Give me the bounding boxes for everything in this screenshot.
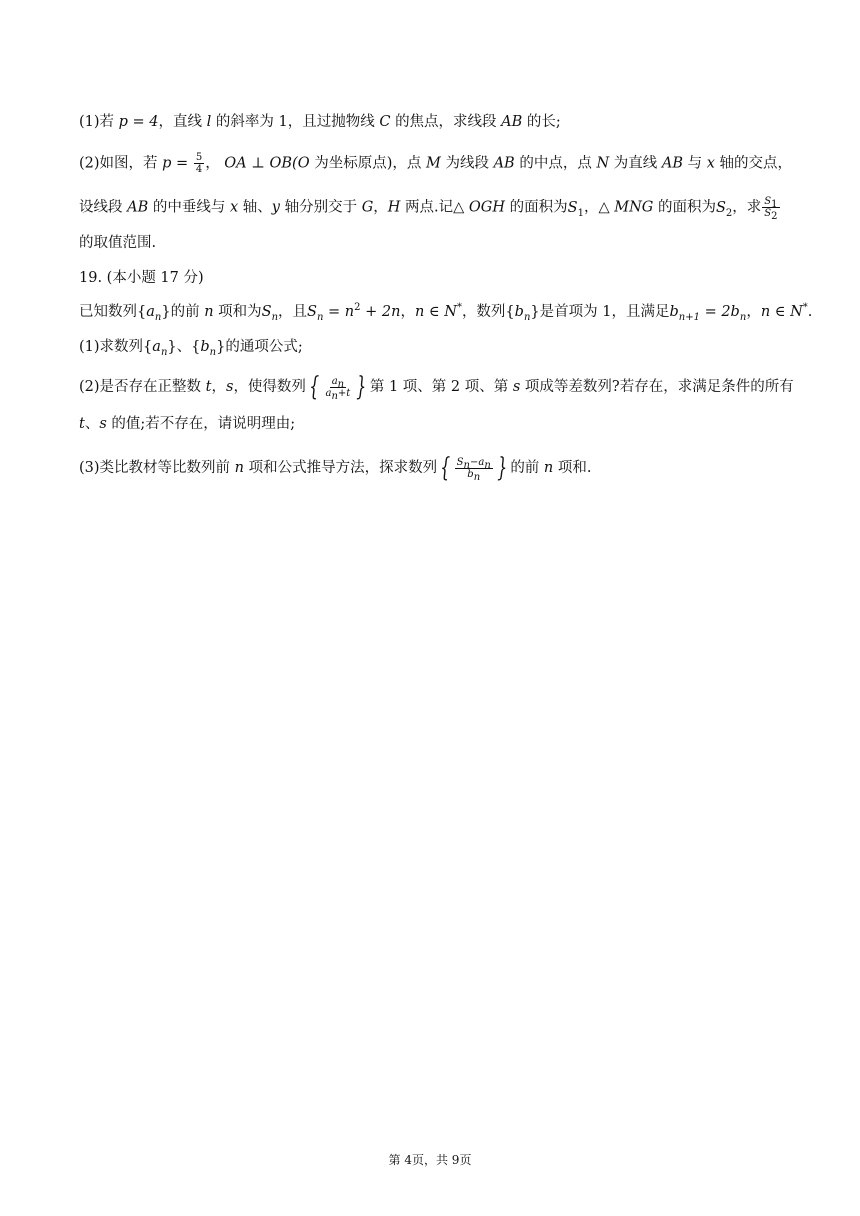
math-S2 [715,199,733,219]
symbol: S [307,304,317,320]
symbol: b [669,304,679,320]
text: ， [205,155,220,172]
text: 的中垂线与 [152,199,226,216]
text: 轴、 [242,199,272,216]
math: t [205,379,212,395]
fraction [323,375,352,402]
symbol: S [567,199,578,216]
math-bn [200,339,217,358]
symbol: S [456,456,464,468]
fraction-5-4 [194,152,204,175]
math-n-in-N-2 [761,304,808,320]
math: C [379,114,391,130]
symbol: b [467,468,474,480]
math: AB [661,155,683,172]
math: M [426,155,441,172]
math-S1 [567,199,584,219]
subscript: 2 [725,207,733,219]
text: ， [400,304,415,320]
subscript: n [337,378,345,390]
text: 设线段 [79,199,123,216]
math-bn [514,304,531,323]
symbol: +t [337,387,351,399]
math: p = [162,155,189,172]
text: 为线段 [445,155,489,172]
text: 的值;若不存在，请说明理由; [111,416,296,432]
left-brace: { [309,372,320,402]
text: ，且 [278,304,308,320]
subscript: n [160,346,168,358]
problem-19-part-3 [79,455,790,481]
part-label: (3) [79,460,100,476]
text: 求数列{ [99,339,153,355]
text: ，△ [583,199,610,216]
symbol: n ∈ N [414,304,457,320]
superscript: * [802,302,808,314]
text: ，使得数列 [233,379,306,395]
page-footer: 第 4页，共 9页 [388,1153,472,1167]
math: s [225,379,234,395]
text: 的焦点，求线段 [395,114,497,130]
text: 两点.记△ [405,199,465,216]
problem-18-part-2-line-3 [79,233,790,253]
numerator [762,196,779,208]
problem-19-part-1 [79,337,790,357]
sequence-fraction [306,374,370,400]
math: N [596,155,610,172]
text: 的取值范围. [79,235,157,251]
text: 与 [687,155,703,172]
text: }是首项为 1，且满足 [530,304,670,320]
subscript: 2 [771,211,778,222]
sequence-fraction [437,455,510,481]
problem-18-part-1 [79,112,790,132]
math: t [79,416,85,432]
superscript: 2 [354,302,361,314]
symbol: a [152,339,161,355]
subscript: n+1 [678,311,700,323]
part-label: (2) [79,379,100,395]
math: AB [501,114,523,130]
text: 项和为 [218,304,262,320]
subscript: 1 [771,199,778,210]
text: ， [211,379,226,395]
subscript: n [473,471,481,483]
part-label: (1) [79,114,100,130]
text: 的面积为 [509,199,568,216]
text: 项和公式推导方法，探求数列 [248,460,438,476]
math: n [234,460,244,476]
text: ， [373,199,388,216]
text: 项和. [557,460,592,476]
text: }的通项公式; [216,339,303,355]
problem-19-part-2-line-2 [79,414,790,434]
text: 的前 [510,460,540,476]
text: 若 [99,114,115,130]
denominator [465,468,482,483]
superscript: * [456,302,462,314]
symbol: −a [469,456,485,468]
text: 、 [84,416,100,432]
symbol: S [764,208,772,219]
numerator: 5 [195,152,203,163]
math: H [387,199,401,216]
part-label: (1) [79,339,100,355]
math-an [152,339,168,358]
denominator: 4 [195,164,203,175]
question-heading: 19. (本小题 17 分) [79,270,204,286]
symbol: S [715,199,726,216]
math-recurrence [669,304,747,323]
equation-part: = 2b [704,304,740,320]
symbol: b [200,339,210,355]
problem-18-part-2-line-2 [79,196,790,222]
text: 轴的交点， [719,155,792,172]
subscript: n [484,459,491,471]
math: G [361,199,374,216]
subscript: n [316,311,324,323]
math: n [204,304,214,320]
text: }、{ [167,339,201,355]
math: s [512,379,521,395]
subscript: n [271,311,279,323]
subscript: n [154,311,162,323]
math-Sn-formula [307,302,401,323]
part-label: (2) [79,155,100,172]
problem-19-stem [79,302,813,323]
symbol: a [331,375,338,387]
text: 的面积为 [657,199,716,216]
text: . [807,304,813,320]
math: x [706,155,715,172]
problem-19-part-2-line-1 [79,372,794,402]
text: ，直线 [158,114,203,130]
math: l [206,114,212,130]
text: 是否存在正整数 [99,379,202,395]
math-n-in-N [415,304,462,320]
symbol: b [514,304,524,320]
subscript: n [739,311,747,323]
text: 为直线 [613,155,658,172]
subscript: n [523,311,531,323]
text: 第 1 项、第 2 项、第 [369,379,509,395]
math: OA ⊥ OB(O [224,155,310,172]
text: 的中点，点 [519,155,592,172]
math: y [271,199,280,216]
problem-19-heading [79,268,790,288]
math-an [146,304,162,323]
math: x [229,199,239,216]
subscript: n [209,346,217,358]
text: 项成等差数列?若存在，求满足条件的所有 [524,379,794,395]
text: 的斜率为 1，且过抛物线 [215,114,375,130]
text: 的长; [526,114,561,130]
text: ，求 [732,199,762,216]
text: 类比教材等比数列前 [99,460,231,476]
text: ，数列{ [461,304,515,320]
symbol: S [261,304,272,320]
subscript: 1 [577,207,584,219]
math: AB [127,199,149,216]
subscript: n [331,390,338,402]
text: 为坐标原点)，点 [314,155,422,172]
math: p = 4 [118,114,159,130]
right-brace: } [497,453,508,483]
text: 如图，若 [99,155,158,172]
text: }的前 [161,304,200,320]
denominator [762,208,779,222]
fraction [455,456,493,483]
math: n [543,460,554,476]
symbol: a [325,387,332,399]
symbol: S [764,196,772,207]
symbol: a [146,304,155,320]
math: MNG [614,199,654,216]
equation-part: = n [328,304,355,320]
equation-part: + 2n [365,304,401,320]
denominator [323,387,352,402]
numerator [330,376,346,388]
text: 轴分别交于 [284,199,358,216]
fraction-S1-S2 [762,196,779,222]
math: OGH [468,199,506,216]
numerator [455,457,493,469]
math: s [99,416,107,432]
left-brace: { [440,453,451,483]
text: 已知数列{ [79,304,147,320]
problem-18-part-2-line-1 [79,152,790,175]
text: ， [746,304,761,320]
right-brace: } [356,372,367,402]
math: AB [493,155,515,172]
symbol: n ∈ N [760,304,803,320]
math-Sn [261,304,279,323]
subscript: n [463,459,470,471]
